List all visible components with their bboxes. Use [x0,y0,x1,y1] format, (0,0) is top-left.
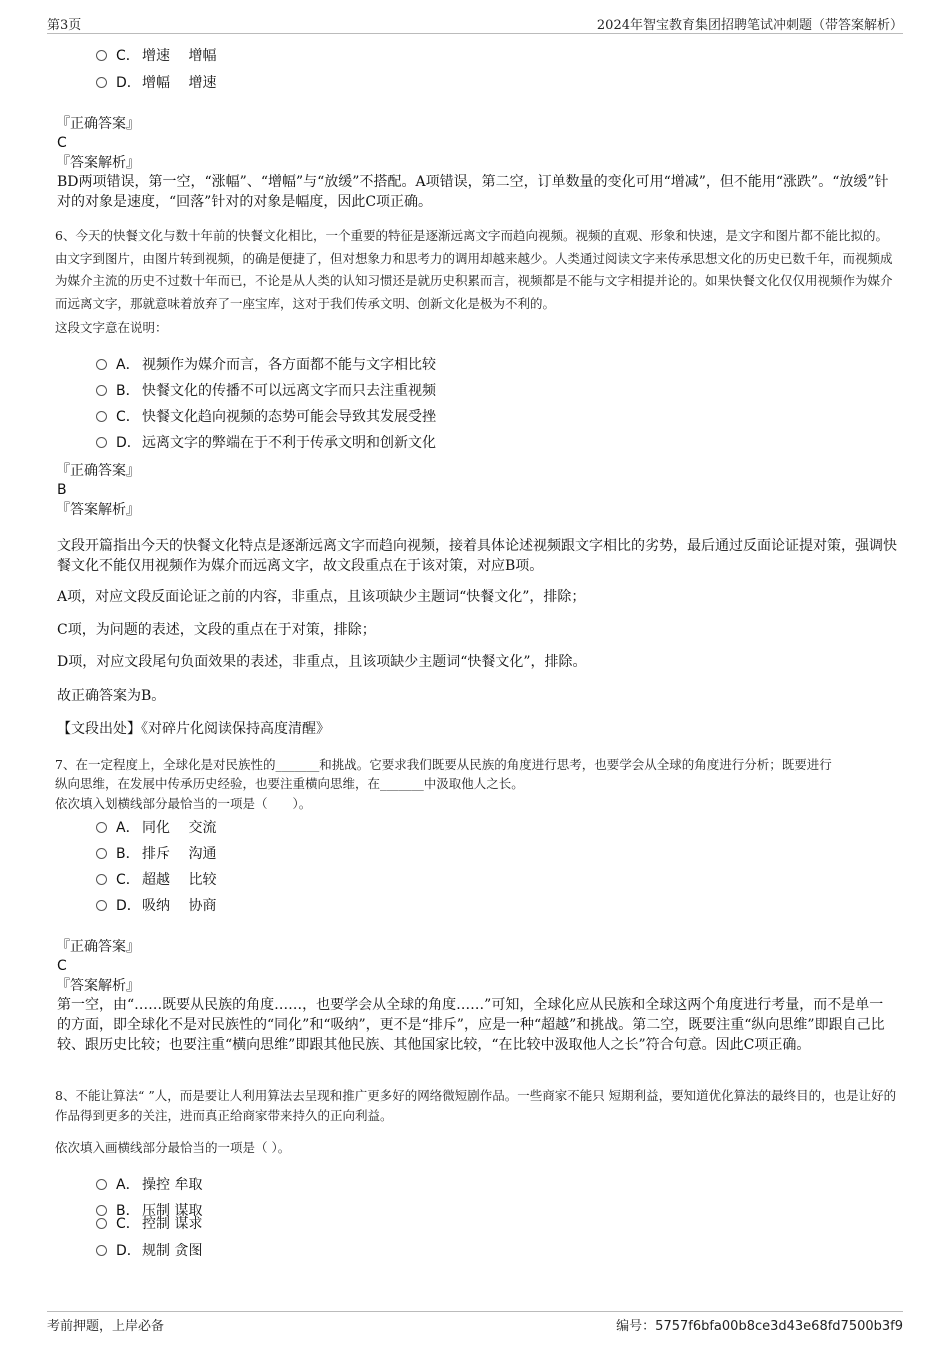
q7-stem-line: 7、在一定程度上，全球化是对民族性的_______和挑战。它要求我们既要从民族的角度进行思考，也要学会从全球的角度进行分析；既要进行 [55,757,832,772]
q5-analysis-label: 『答案解析』 [56,155,140,171]
radio-icon [96,411,107,422]
q7-option-a[interactable]: A． 同化 交流 [96,818,216,838]
q7-option-d[interactable]: D．吸纳 协商 [96,896,216,916]
radio-icon [96,1245,107,1256]
footer-divider [47,1311,903,1312]
radio-icon [96,848,107,859]
q5-option-d[interactable]: D．增幅 增速 [96,73,216,93]
radio-icon [96,77,107,88]
radio-icon [96,1218,107,1229]
q6-answer: B [57,482,67,498]
header-divider [47,33,903,34]
q5-answer-label: 『正确答案』 [56,116,140,132]
q6-source: 【文段出处】《对碎片化阅读保持高度清醒》 [57,721,330,737]
q7-prompt: 依次填入划横线部分最恰当的一项是（ ）。 [55,796,312,811]
page-number: 第3页 [47,18,82,33]
q6-analysis-para: 文段开篇指出今天的快餐文化特点是逐渐远离文字而趋向视频，接着具体论述视频跟文字相比的劣势，最后通过反面论证提对策，强调快餐文化不能仅用视频作为媒介而远离文字，故文段重点在于该对策，对应B项。 [57,538,897,574]
document-title: 2024年智宝教育集团招聘笔试冲刺题（带答案解析） [596,18,903,33]
q8-prompt: 依次填入画横线部分最恰当的一项是（ ）。 [55,1140,291,1155]
q5-analysis: BD两项错误，第一空，“涨幅”、“增幅”与“放缓”不搭配。A项错误，第二空，订单数量的变化可用“增减”，但不能用“涨跌”。“放缓”针对的对象是速度，“回落”针对的对象是幅度，因此C项正确。 [57,174,889,210]
q6-answer-label: 『正确答案』 [56,463,140,479]
q7-analysis: 第一空，由“……既要从民族的角度……，也要学会从全球的角度……”可知，全球化应从民族和全球这两个角度进行考量，而不是单一的方面，即全球化不是对民族性的“同化”和“吸纳”，更不是“排斥”，应是一种“超越”和挑战。第二空，既要注重“纵向思维”即跟自己比较、跟历史比较；也要注重“横向思维”即跟其他民族、其他国家比较，“在比较中汲取他人之长”符合句意。因此C项正确。 [57,997,885,1053]
q8-option-c[interactable]: C． 控制 谋求 [96,1214,202,1234]
q6-analysis-para: 故正确答案为B。 [57,688,166,704]
q5-option-c[interactable]: C． 增速 增幅 [96,46,216,66]
radio-icon [96,50,107,61]
radio-icon [96,359,107,370]
q8-stem: 8、不能让算法“ ”人，而是要让人利用算法去呈现和推广更多好的网络微短剧作品。一些商家不能只 短期利益，要知道优化算法的最终目的，也是让好的作品得到更多的关注，进而真正给商家带来持久的正向利益。 [55,1088,897,1123]
q6-option-b[interactable]: B． 快餐文化的传播不可以远离文字而只去注重视频 [96,381,436,401]
q8-option-b[interactable]: B． 压制 谋取 [96,1201,202,1221]
q8-option-a[interactable]: A． 操控 牟取 [96,1175,202,1195]
q6-option-d[interactable]: D．远离文字的弊端在于不利于传承文明和创新文化 [96,433,436,453]
radio-icon [96,1179,107,1190]
q6-option-c[interactable]: C． 快餐文化趋向视频的态势可能会导致其发展受挫 [96,407,436,427]
q7-analysis-label: 『答案解析』 [56,978,140,994]
q6-analysis-para: D项，对应文段尾句负面效果的表述，非重点，且该项缺少主题词“快餐文化”，排除。 [57,654,587,670]
q7-option-c[interactable]: C． 超越 比较 [96,870,216,890]
radio-icon [96,874,107,885]
q7-answer-label: 『正确答案』 [56,939,140,955]
q7-option-b[interactable]: B． 排斥 沟通 [96,844,216,864]
q6-option-a[interactable]: A． 视频作为媒介而言，各方面都不能与文字相比较 [96,355,436,375]
radio-icon [96,822,107,833]
q6-analysis-label: 『答案解析』 [56,502,140,518]
radio-icon [96,437,107,448]
q6-analysis-para: A项，对应文段反面论证之前的内容，非重点，且该项缺少主题词“快餐文化”，排除； [57,589,586,605]
q8-option-d[interactable]: D．规制 贪图 [96,1241,202,1261]
radio-icon [96,900,107,911]
q6-prompt: 这段文字意在说明： [55,320,168,335]
q7-answer: C [57,958,67,974]
footer-slogan: 考前押题，上岸必备 [47,1319,165,1334]
q7-stem-line: 纵向思维，在发展中传承历史经验，也要注重横向思维，在_______中汲取他人之长。 [55,776,524,791]
radio-icon [96,385,107,396]
q5-answer: C [57,135,67,151]
q6-analysis-para: C项，为问题的表述，文段的重点在于对策，排除； [57,622,376,638]
q6-stem: 6、今天的快餐文化与数十年前的快餐文化相比，一个重要的特征是逐渐远离文字而趋向视频。视频的直观、形象和快速，是文字和图片都不能比拟的。由文字到图片，由图片转到视频，的确是便捷了，但对想象力和思考力的调用却越来越少。人类通过阅读文字来传承思想文化的历史已数千年，而视频成为媒介主流的历史不过数十年而已，不论是从人类的认知习惯还是就历史积累而言，视频都是不能与文字相提并论的。如果快餐文化仅仅用视频作为媒介而远离文字，那就意味着放弃了一座宝库，这对于我们传承文明、创新文化是极为不利的。 [55,228,893,311]
document-id: 编号：5757f6bfa00b8ce3d43e68fd7500b3f9 [616,1319,903,1334]
